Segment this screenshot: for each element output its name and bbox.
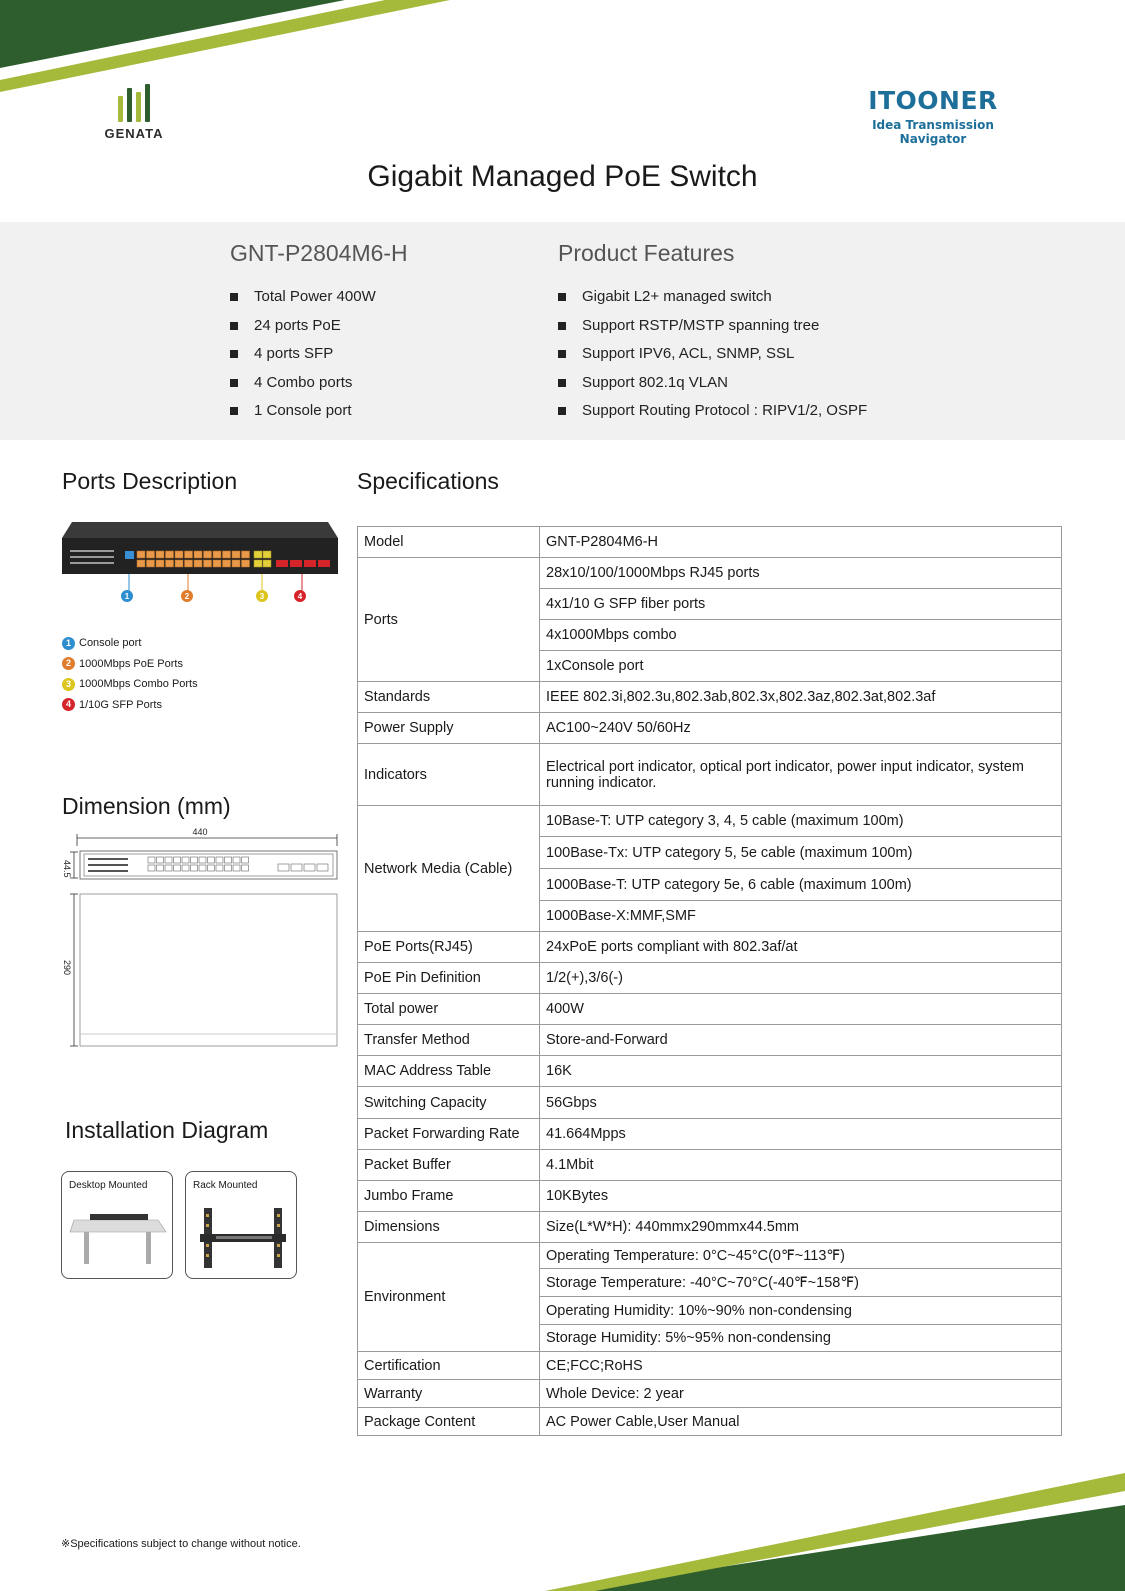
square-bullet-icon bbox=[558, 350, 566, 358]
specifications-table bbox=[357, 526, 1062, 1436]
poe-port bbox=[175, 551, 183, 558]
dimension-port bbox=[199, 857, 206, 863]
spec-value-cell: 400W bbox=[540, 994, 1062, 1025]
spec-value-cell: 10Base-T: UTP category 3, 4, 5 cable (maximum 100m) bbox=[540, 806, 1062, 837]
poe-port bbox=[185, 551, 193, 558]
table-row bbox=[358, 1087, 1062, 1119]
dimension-port bbox=[191, 857, 198, 863]
spec-value-cell: Storage Humidity: 5%~95% non-condensing bbox=[540, 1325, 1062, 1352]
spec-label-cell: Packet Forwarding Rate bbox=[358, 1119, 540, 1150]
spec-value-cell: 4.1Mbit bbox=[540, 1150, 1062, 1181]
table-row bbox=[358, 1056, 1062, 1087]
model-column bbox=[230, 240, 408, 426]
page-title: Gigabit Managed PoE Switch bbox=[367, 160, 758, 193]
spec-value-cell: AC100~240V 50/60Hz bbox=[540, 713, 1062, 744]
genata-logo-text: GENATA bbox=[104, 126, 164, 141]
specifications-heading: Specifications bbox=[357, 468, 499, 494]
dimension-port bbox=[148, 865, 155, 871]
ports-legend bbox=[62, 633, 198, 715]
spec-value-cell: CE;FCC;RoHS bbox=[540, 1352, 1062, 1380]
spec-label-cell: Switching Capacity bbox=[358, 1087, 540, 1119]
spec-value-cell: 1xConsole port bbox=[540, 651, 1062, 682]
spec-label-cell: Warranty bbox=[358, 1380, 540, 1408]
callout-1: 1 bbox=[124, 592, 130, 601]
rack-mounted-card bbox=[185, 1171, 297, 1279]
callout-4: 4 bbox=[297, 592, 303, 601]
itooner-tagline: Idea Transmission Navigator bbox=[872, 118, 994, 146]
list-item: Support Routing Protocol : RIPV1/2, OSPF bbox=[558, 397, 867, 426]
desktop-mounted-card bbox=[61, 1171, 173, 1279]
spec-label-cell: Environment bbox=[358, 1243, 540, 1352]
list-item: 4 ports SFP bbox=[230, 340, 408, 369]
spec-label-cell: Transfer Method bbox=[358, 1025, 540, 1056]
poe-port bbox=[147, 551, 155, 558]
poe-port bbox=[223, 551, 231, 558]
dimension-port bbox=[233, 857, 240, 863]
dimension-port bbox=[242, 865, 249, 871]
poe-port bbox=[137, 560, 145, 567]
square-bullet-icon bbox=[558, 322, 566, 330]
spec-value-cell: Store-and-Forward bbox=[540, 1025, 1062, 1056]
spec-value-cell: 41.664Mpps bbox=[540, 1119, 1062, 1150]
top-left-stripe-decoration bbox=[0, 0, 460, 100]
list-item: 1 Console port bbox=[230, 397, 408, 426]
table-row bbox=[358, 1212, 1062, 1243]
dimension-width-label: 440 bbox=[192, 827, 208, 837]
dimension-port bbox=[216, 857, 223, 863]
dimension-port bbox=[225, 857, 232, 863]
dimension-port bbox=[157, 857, 164, 863]
installation-heading: Installation Diagram bbox=[65, 1117, 269, 1143]
switch-front-panel-image bbox=[62, 522, 342, 612]
spec-value-cell: Operating Temperature: 0°C~45°C(0℉~113℉) bbox=[540, 1243, 1062, 1269]
features-column bbox=[558, 240, 867, 426]
poe-port bbox=[156, 560, 164, 567]
poe-port bbox=[166, 551, 174, 558]
table-row bbox=[358, 1352, 1062, 1380]
dimension-port bbox=[165, 857, 172, 863]
spec-label-cell: Jumbo Frame bbox=[358, 1181, 540, 1212]
square-bullet-icon bbox=[230, 322, 238, 330]
spec-label-cell: Standards bbox=[358, 682, 540, 713]
list-item: Total Power 400W bbox=[230, 283, 408, 312]
list-item: Support IPV6, ACL, SNMP, SSL bbox=[558, 340, 867, 369]
spec-label-cell: Model bbox=[358, 527, 540, 558]
poe-port bbox=[204, 560, 212, 567]
table-row bbox=[358, 1025, 1062, 1056]
spec-label-cell: Dimensions bbox=[358, 1212, 540, 1243]
dimension-port bbox=[225, 865, 232, 871]
square-bullet-icon bbox=[558, 407, 566, 415]
spec-label-cell: Total power bbox=[358, 994, 540, 1025]
callout-2: 2 bbox=[184, 592, 190, 601]
poe-port bbox=[194, 560, 202, 567]
square-bullet-icon bbox=[558, 293, 566, 301]
dimension-port bbox=[157, 865, 164, 871]
dimension-port bbox=[174, 857, 181, 863]
spec-label-cell: Package Content bbox=[358, 1408, 540, 1436]
poe-port bbox=[175, 560, 183, 567]
dimension-drawing bbox=[60, 827, 345, 1060]
poe-port bbox=[147, 560, 155, 567]
table-row bbox=[358, 558, 1062, 589]
dimension-port bbox=[242, 857, 249, 863]
dimension-port bbox=[182, 857, 189, 863]
spec-value-cell: 56Gbps bbox=[540, 1087, 1062, 1119]
footnote: ※Specifications subject to change without notice. bbox=[61, 1538, 301, 1550]
poe-port bbox=[185, 560, 193, 567]
model-heading: GNT-P2804M6-H bbox=[230, 240, 408, 266]
spec-value-cell: 24xPoE ports compliant with 802.3af/at bbox=[540, 932, 1062, 963]
spec-value-cell: 28x10/100/1000Mbps RJ45 ports bbox=[540, 558, 1062, 589]
list-item: 4 Combo ports bbox=[230, 369, 408, 398]
list-item: Support 802.1q VLAN bbox=[558, 369, 867, 398]
poe-port bbox=[242, 551, 250, 558]
poe-port bbox=[232, 551, 240, 558]
square-bullet-icon bbox=[230, 350, 238, 358]
poe-port bbox=[194, 551, 202, 558]
dimension-height-label: 44.5 bbox=[62, 860, 72, 878]
dimension-sfp-port bbox=[304, 864, 315, 871]
poe-port bbox=[213, 551, 221, 558]
poe-port bbox=[242, 560, 250, 567]
poe-port bbox=[137, 551, 145, 558]
rack-icon bbox=[200, 1208, 286, 1270]
spec-label-cell: PoE Ports(RJ45) bbox=[358, 932, 540, 963]
features-list bbox=[558, 283, 867, 426]
table-row bbox=[358, 713, 1062, 744]
genata-logo bbox=[96, 84, 172, 141]
poe-port bbox=[204, 551, 212, 558]
poe-port bbox=[223, 560, 231, 567]
dimension-port bbox=[148, 857, 155, 863]
genata-logo-mark-icon bbox=[96, 84, 172, 122]
spec-value-cell: 1/2(+),3/6(-) bbox=[540, 963, 1062, 994]
spec-value-cell: 10KBytes bbox=[540, 1181, 1062, 1212]
table-row bbox=[358, 932, 1062, 963]
table-row bbox=[358, 1408, 1062, 1436]
dimension-port bbox=[208, 857, 215, 863]
table-row bbox=[358, 1119, 1062, 1150]
poe-port bbox=[166, 560, 174, 567]
spec-label-cell: Packet Buffer bbox=[358, 1150, 540, 1181]
features-heading: Product Features bbox=[558, 240, 735, 266]
dimension-port bbox=[216, 865, 223, 871]
poe-port bbox=[232, 560, 240, 567]
table-row bbox=[358, 682, 1062, 713]
list-item: Gigabit L2+ managed switch bbox=[558, 283, 867, 312]
spec-label-cell: Network Media (Cable) bbox=[358, 806, 540, 932]
rack-mounted-label: Rack Mounted bbox=[193, 1180, 258, 1191]
square-bullet-icon bbox=[230, 379, 238, 387]
spec-value-cell: Operating Humidity: 10%~90% non-condensing bbox=[540, 1297, 1062, 1325]
spec-label-cell: Ports bbox=[358, 558, 540, 682]
table-row bbox=[358, 963, 1062, 994]
dimension-heading: Dimension (mm) bbox=[62, 793, 231, 819]
overview-band bbox=[0, 222, 1125, 440]
dimension-port bbox=[182, 865, 189, 871]
spec-value-cell: Whole Device: 2 year bbox=[540, 1380, 1062, 1408]
spec-label-cell: Certification bbox=[358, 1352, 540, 1380]
spec-label-cell: Power Supply bbox=[358, 713, 540, 744]
table-row bbox=[358, 744, 1062, 806]
spec-value-cell: 16K bbox=[540, 1056, 1062, 1087]
spec-value-cell: 100Base-Tx: UTP category 5, 5e cable (maximum 100m) bbox=[540, 837, 1062, 869]
spec-value-cell: 1000Base-T: UTP category 5e, 6 cable (maximum 100m) bbox=[540, 869, 1062, 901]
model-points-list bbox=[230, 283, 408, 426]
spec-value-cell: AC Power Cable,User Manual bbox=[540, 1408, 1062, 1436]
table-row bbox=[358, 1150, 1062, 1181]
table-row bbox=[358, 806, 1062, 837]
spec-value-cell: 4x1000Mbps combo bbox=[540, 620, 1062, 651]
table-row bbox=[358, 1181, 1062, 1212]
legend-item: 2 1000Mbps PoE Ports bbox=[62, 654, 198, 675]
legend-item: 1 Console port bbox=[62, 633, 198, 654]
desktop-table-icon bbox=[70, 1202, 166, 1272]
dimension-sfp-port bbox=[317, 864, 328, 871]
spec-value-cell: 1000Base-X:MMF,SMF bbox=[540, 901, 1062, 932]
desktop-mounted-label: Desktop Mounted bbox=[69, 1180, 148, 1191]
spec-label-cell: MAC Address Table bbox=[358, 1056, 540, 1087]
list-item: 24 ports PoE bbox=[230, 312, 408, 341]
list-item: Support RSTP/MSTP spanning tree bbox=[558, 312, 867, 341]
dimension-port bbox=[165, 865, 172, 871]
dimension-port bbox=[191, 865, 198, 871]
legend-item: 4 1/10G SFP Ports bbox=[62, 695, 198, 716]
spec-value-cell: IEEE 802.3i,802.3u,802.3ab,802.3x,802.3az,802.3at,802.3af bbox=[540, 682, 1062, 713]
dimension-depth-label: 290 bbox=[62, 960, 72, 976]
spec-value-cell: Electrical port indicator, optical port indicator, power input indicator, system running indicator. bbox=[540, 744, 1062, 806]
spec-value-cell: Storage Temperature: -40°C~70°C(-40℉~158℉) bbox=[540, 1269, 1062, 1297]
table-row bbox=[358, 1380, 1062, 1408]
table-row bbox=[358, 527, 1062, 558]
poe-port bbox=[213, 560, 221, 567]
ports-description-heading: Ports Description bbox=[62, 468, 238, 494]
dimension-sfp-port bbox=[278, 864, 289, 871]
dimension-sfp-port bbox=[291, 864, 302, 871]
dimension-port bbox=[208, 865, 215, 871]
square-bullet-icon bbox=[230, 407, 238, 415]
callout-3: 3 bbox=[259, 592, 265, 601]
itooner-logo-text: ITOONER bbox=[868, 86, 998, 115]
spec-value-cell: Size(L*W*H): 440mmx290mmx44.5mm bbox=[540, 1212, 1062, 1243]
square-bullet-icon bbox=[230, 293, 238, 301]
table-row bbox=[358, 994, 1062, 1025]
legend-item: 3 1000Mbps Combo Ports bbox=[62, 674, 198, 695]
dimension-port bbox=[233, 865, 240, 871]
spec-value-cell: GNT-P2804M6-H bbox=[540, 527, 1062, 558]
dimension-port bbox=[174, 865, 181, 871]
itooner-logo bbox=[838, 86, 1028, 146]
table-row bbox=[358, 1243, 1062, 1269]
dimension-port bbox=[199, 865, 206, 871]
bottom-right-stripe-decoration bbox=[545, 1461, 1125, 1591]
square-bullet-icon bbox=[558, 379, 566, 387]
poe-port bbox=[156, 551, 164, 558]
spec-label-cell: PoE Pin Definition bbox=[358, 963, 540, 994]
spec-value-cell: 4x1/10 G SFP fiber ports bbox=[540, 589, 1062, 620]
spec-label-cell: Indicators bbox=[358, 744, 540, 806]
